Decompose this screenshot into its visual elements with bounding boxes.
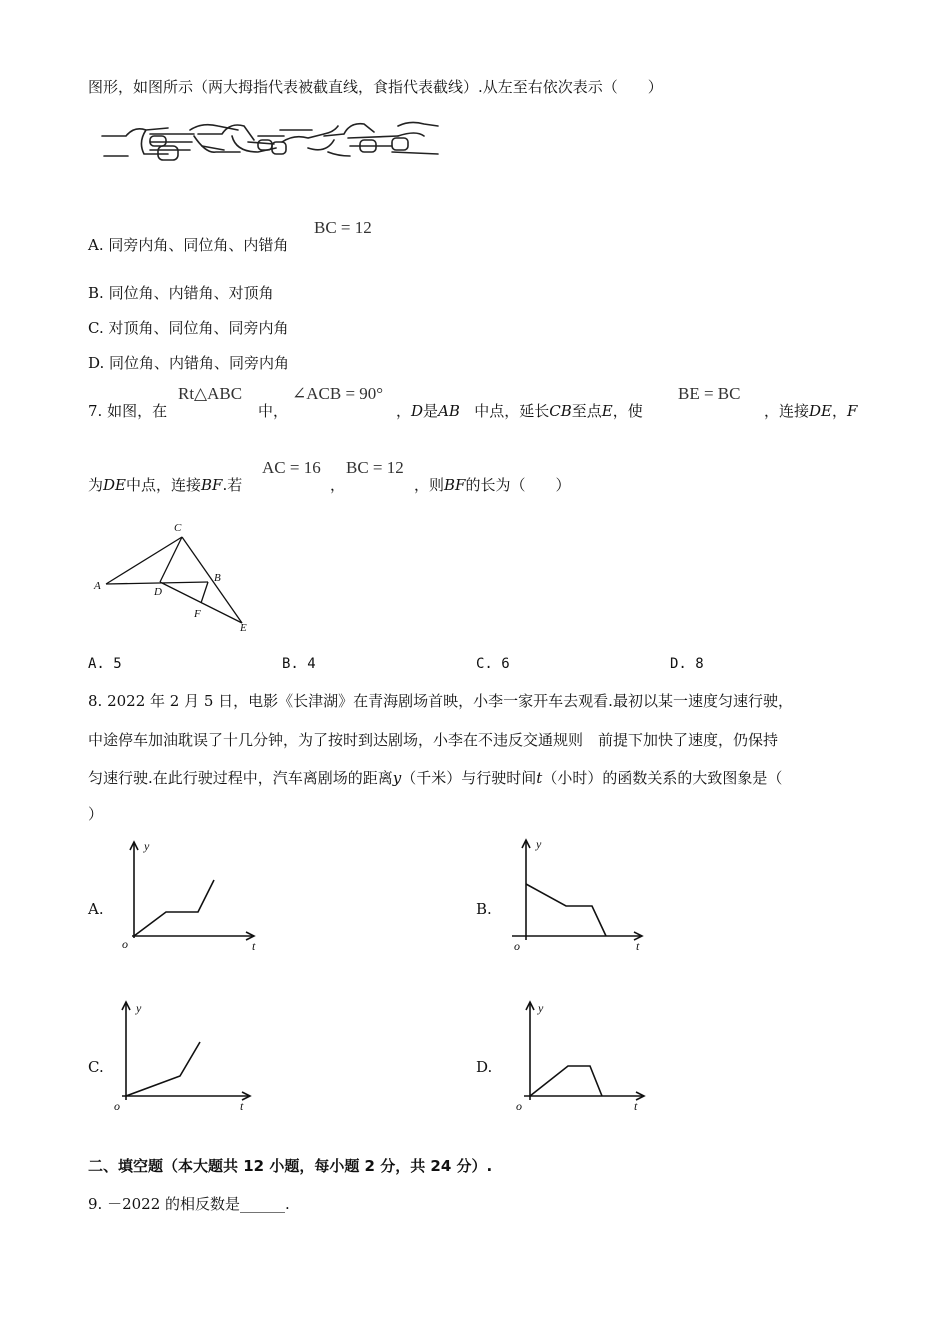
- q8-line3: 匀速行驶.在此行驶过程中，汽车离剧场的距离y（千米）与行驶时间t（小时）的函数关系的大致图象是（: [88, 769, 783, 787]
- point-a-label: A: [94, 580, 101, 592]
- hands-figure: [98, 112, 443, 170]
- q8-graph-a: [114, 838, 264, 958]
- q8-line1: 8. 2022 年 2 月 5 日，电影《长津湖》在青海剧场首映，小李一家开车去观看.最初以某一速度匀速行驶，: [88, 692, 793, 710]
- q7-math-rt-abc: Rt△ABC: [178, 384, 243, 403]
- origin-label: o: [114, 1099, 120, 1113]
- q7-math-ac: AC = 16: [262, 458, 321, 477]
- point-b-label: B: [214, 572, 221, 584]
- q7-line2-end: ，则BF的长为（ ）: [414, 476, 571, 494]
- section-heading: 二、填空题（本大题共 12 小题，每小题 2 分，共 24 分）.: [88, 1157, 493, 1175]
- segment-bf: [201, 582, 208, 603]
- segment-ce: [182, 537, 242, 623]
- q7-text: ，: [330, 476, 346, 494]
- graph-b-curve: [526, 884, 606, 936]
- y-label: y: [136, 1001, 142, 1015]
- stray-math-bc: BC = 12: [314, 218, 372, 237]
- q6-intro: 图形，如图所示（两大拇指代表被截直线，食指代表截线）.从左至右依次表示（ ）: [88, 78, 663, 96]
- point-e-label: E: [240, 622, 247, 634]
- q7-text: 中，: [258, 402, 289, 420]
- q7-math-bc: BC = 12: [346, 458, 404, 477]
- q8-graph-c-letter: C.: [88, 1058, 104, 1076]
- q9-text: 9. －2022 的相反数是______.: [88, 1195, 290, 1213]
- q8-graph-a-letter: A.: [88, 900, 104, 918]
- q6-option-b: B. 同位角、内错角、对顶角: [88, 284, 274, 302]
- q7-option-a: A. 5: [88, 656, 122, 672]
- x-label: t: [636, 939, 640, 953]
- q8-graph-b: [500, 836, 650, 956]
- origin-label: o: [516, 1099, 522, 1113]
- q7-option-c: C. 6: [476, 656, 510, 672]
- x-label: t: [634, 1099, 638, 1113]
- origin-label: o: [122, 937, 128, 951]
- hand-pair-2: [198, 125, 338, 154]
- q7-math-angle: ∠ACB = 90°: [292, 384, 384, 403]
- q7-option-b: B. 4: [282, 656, 316, 672]
- graph-c-curve: [126, 1042, 200, 1096]
- graph-a-curve: [134, 880, 214, 936]
- point-c-label: C: [174, 522, 182, 534]
- q7-line1-mid: ，D是AB 中点，延长CB至点E，使: [396, 402, 643, 420]
- origin-label: o: [514, 939, 520, 953]
- q8-graph-c: [110, 996, 260, 1116]
- point-f-label: F: [194, 608, 201, 620]
- q7-option-d: D. 8: [670, 656, 704, 672]
- hand-pair-3: [324, 122, 438, 156]
- q8-line2: 中途停车加油耽误了十几分钟，为了按时到达剧场，小李在不违反交通规则 前提下加快了速度，仍保持: [88, 731, 779, 749]
- q7-line1-start: 7. 如图，在: [88, 402, 168, 420]
- y-label: y: [538, 1001, 544, 1015]
- point-d-label: D: [154, 586, 162, 598]
- segment-ab: [106, 582, 208, 584]
- graph-d-curve: [530, 1066, 602, 1096]
- q7-line2-start: 为DE中点，连接BF.若: [88, 476, 243, 494]
- q8-graph-b-letter: B.: [476, 900, 492, 918]
- y-label: y: [144, 839, 150, 853]
- x-label: t: [240, 1099, 244, 1113]
- q6-option-c: C. 对顶角、同位角、同旁内角: [88, 319, 289, 337]
- triangle-figure: [90, 515, 260, 640]
- q7-math-be-bc: BE = BC: [678, 384, 741, 403]
- q8-graph-d: [500, 996, 650, 1116]
- q6-option-a: A. 同旁内角、同位角、内错角: [88, 236, 289, 254]
- q8-line4: ）: [88, 805, 104, 823]
- y-label: y: [536, 837, 542, 851]
- q7-line1-end: ，连接DE，F: [764, 402, 858, 420]
- x-label: t: [252, 939, 256, 953]
- q8-graph-d-letter: D.: [476, 1058, 493, 1076]
- hand-pair-1: [102, 125, 240, 160]
- q6-option-d: D. 同位角、内错角、同旁内角: [88, 354, 290, 372]
